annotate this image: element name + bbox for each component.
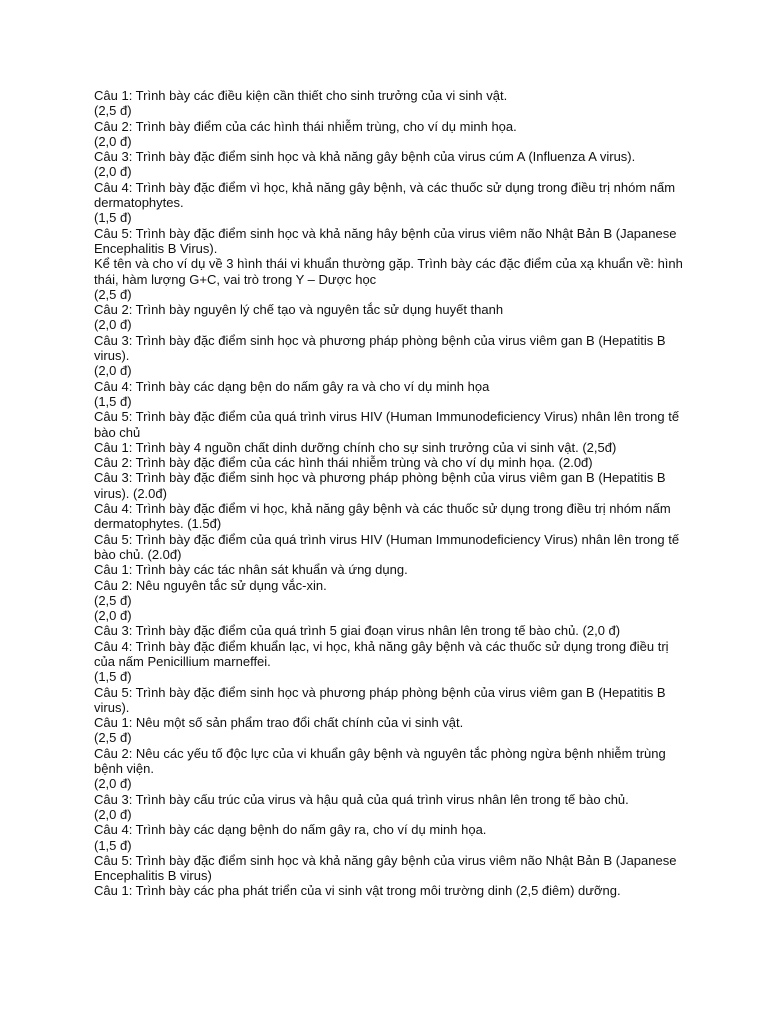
- text-line: (2,5 đ): [94, 286, 132, 302]
- text-line: (1,5 đ): [94, 393, 132, 409]
- text-line: Câu 3: Trình bày đặc điểm của quá trình 5 giai đoạn virus nhân lên trong tế bào chủ. (2,0 đ): [94, 623, 621, 639]
- text-line: (2,0 đ): [94, 776, 132, 792]
- text-line: (2,5 đ): [94, 730, 132, 746]
- text-line: (2,0 đ): [94, 806, 132, 822]
- text-line: Câu 5: Trình bày đặc điểm sinh học và khả năng hây bệnh của virus viêm não Nhật Bản B (Japanese Encephalitis B Virus).: [94, 225, 681, 256]
- text-line: (2,0 đ): [94, 608, 132, 624]
- text-line: Câu 5: Trình bày đặc điểm của quá trình virus HIV (Human Immunodeficiency Virus) nhân lên trong tế bào chủ: [94, 409, 683, 440]
- text-line: Câu 3: Trình bày cấu trúc của virus và hậu quả của quá trình virus nhân lên trong tế bào chủ.: [94, 791, 629, 807]
- text-line: Câu 1: Trình bày các pha phát triển của vi sinh vật trong môi trường dinh (2,5 điêm) dưỡng.: [94, 883, 621, 899]
- text-line: Câu 4: Trình bày các dạng bện do nấm gây ra và cho ví dụ minh họa: [94, 378, 490, 394]
- text-line: (1,5 đ): [94, 210, 132, 226]
- text-line: Câu 4: Trình bày các dạng bệnh do nấm gây ra, cho ví dụ minh họa.: [94, 822, 487, 838]
- text-line: Câu 5: Trình bày đặc điểm sinh học và phương pháp phòng bệnh của virus viêm gan B (Hepatitis B virus).: [94, 684, 670, 715]
- text-line: Câu 5: Trình bày đặc điểm sinh học và khả năng gây bệnh của virus viêm não Nhật Bản B (Japanese Encephalitis B virus): [94, 852, 681, 884]
- text-line: Câu 2: Nêu nguyên tắc sử dụng vắc-xin.: [94, 577, 327, 593]
- text-line: Câu 3: Trình bày đặc điểm sinh học và phương pháp phòng bệnh của virus viêm gan B (Hepatitis B virus).: [94, 332, 670, 364]
- text-line: Câu 3: Trình bày đặc điểm sinh học và phương pháp phòng bệnh của virus viêm gan B (Hepatitis B virus). (2.0đ): [94, 470, 670, 501]
- text-line: Câu 2: Nêu các yếu tố độc lực của vi khuẩn gây bệnh và nguyên tắc phòng ngừa bệnh nhiễm trùng bệnh viện.: [94, 745, 670, 777]
- text-line: (1,5 đ): [94, 837, 132, 853]
- text-line: Câu 1: Trình bày 4 nguồn chất dinh dưỡng chính cho sự sinh trưởng của vi sinh vật. (2,5đ): [94, 439, 617, 455]
- text-line: Câu 1: Trình bày các tác nhân sát khuẩn và ứng dụng.: [94, 562, 408, 578]
- text-line: (2,0 đ): [94, 317, 132, 333]
- text-line: Câu 4: Trình bày đặc điểm khuẩn lạc, vi học, khả năng gây bệnh và các thuốc sử dụng trong điều trị của nấm Penicillium marneffei.: [94, 638, 673, 669]
- text-line: Câu 4: Trình bày đặc điểm vì học, khả năng gây bệnh, và các thuốc sử dụng trong điều trị nhóm nấm dermatophytes.: [94, 179, 679, 211]
- text-line: Câu 5: Trình bày đặc điểm của quá trình virus HIV (Human Immunodeficiency Virus) nhân lên trong tế bào chủ. (2.0đ): [94, 531, 683, 562]
- text-line: Kể tên và cho ví dụ về 3 hình thái vi khuẩn thường gặp. Trình bày các đặc điểm của xạ khuẩn về: hình thái, hàm lượng G+C, vai trò trong Y – Dược học: [94, 256, 687, 287]
- document-body: [94, 88, 687, 899]
- text-line: (2,0 đ): [94, 133, 132, 149]
- text-line: Câu 2: Trình bày nguyên lý chế tạo và nguyên tắc sử dụng huyết thanh: [94, 302, 504, 318]
- text-line: (2,0 đ): [94, 363, 132, 379]
- text-line: (2,5 đ): [94, 592, 132, 608]
- text-line: Câu 4: Trình bày đặc điểm vi học, khả năng gây bệnh và các thuốc sử dụng trong điều trị nhóm nấm dermatophytes. (1.5đ): [94, 501, 675, 532]
- text-line: Câu 3: Trình bày đặc điểm sinh học và khả năng gây bệnh của virus cúm A (Influenza A virus).: [94, 149, 636, 165]
- text-line: (2,0 đ): [94, 164, 132, 180]
- text-line: Câu 1: Nêu một số sản phẩm trao đổi chất chính của vi sinh vật.: [94, 715, 464, 731]
- text-line: (1,5 đ): [94, 669, 132, 685]
- text-line: Câu 2: Trình bày đặc điểm của các hình thái nhiễm trùng và cho ví dụ minh họa. (2.0đ): [94, 455, 593, 471]
- text-line: Câu 2: Trình bày điểm của các hình thái nhiễm trùng, cho ví dụ minh họa.: [94, 118, 517, 134]
- text-line: Câu 1: Trình bày các điều kiện cần thiết cho sinh trưởng của vi sinh vật.: [94, 88, 508, 103]
- text-line: (2,5 đ): [94, 103, 132, 119]
